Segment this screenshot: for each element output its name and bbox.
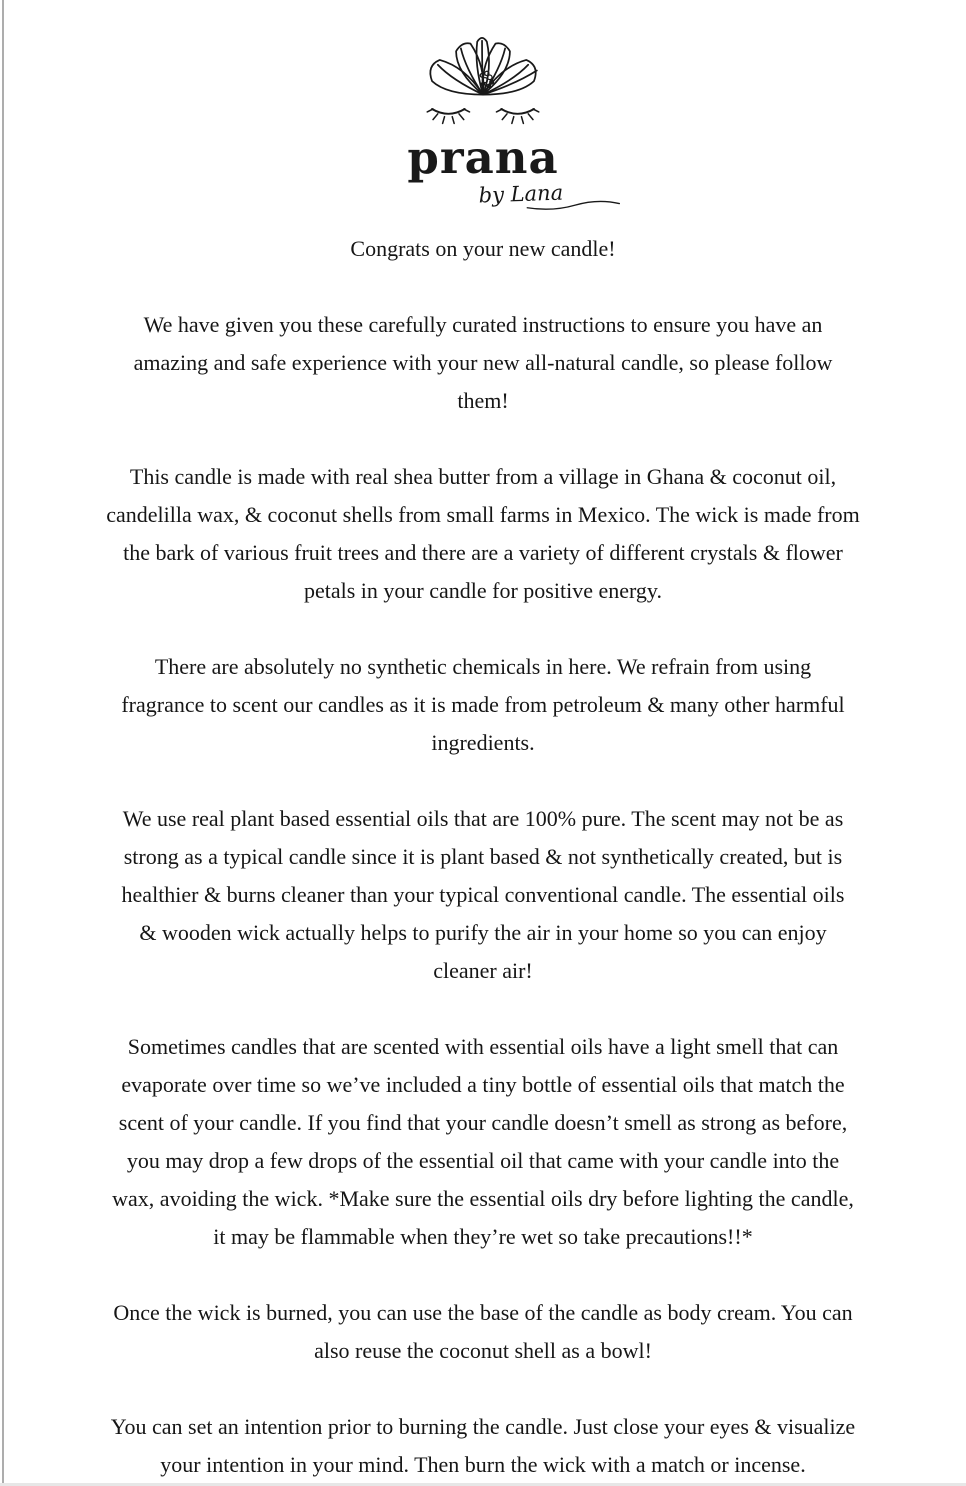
brand-logo xyxy=(17,34,949,212)
page-left-edge xyxy=(2,0,4,1486)
paragraph-reuse: Once the wick is burned, you can use the base of the candle as body cream. You can also reuse the coconut shell as a bowl! xyxy=(113,1299,853,1363)
lotus-closed-eyes-icon xyxy=(406,34,560,134)
paragraph-ingredients: This candle is made with real shea butter from a village in Ghana & coconut oil, candelilla wax, & coconut shells from small farms in Mexico. The wick is made from the bark of various fruit trees and there are a variety of different crystals & flower petals in your candle for positive energy. xyxy=(106,463,860,603)
paragraph-no-chemicals: There are absolutely no synthetic chemicals in here. We refrain from using fragrance to scent our candles as it is made from petroleum & many other harmful ingredients. xyxy=(121,653,845,755)
paragraph-scent-refresh: Sometimes candles that are scented with essential oils have a light smell that can evaporate over time so we’ve included a tiny bottle of essential oils that match the scent of your candle. If you find that your candle doesn’t smell as strong as before, you may drop a few drops of the essential oil that came with your candle into the wax, avoiding the wick. *Make sure the essential oils dry before lighting the candle, it may be flammable when they’re wet so take precautions!!* xyxy=(112,1033,854,1249)
brand-name: prana xyxy=(407,131,559,184)
heading: Congrats on your new candle! xyxy=(350,235,616,261)
paragraph-intro: We have given you these carefully curated instructions to ensure you have an amazing and safe experience with your new all-natural candle, so please follow them! xyxy=(133,311,833,413)
paragraph-essential-oils: We use real plant based essential oils that are 100% pure. The scent may not be as strong as a typical candle since it is plant based & not synthetically created, but is healthier & burns cleaner than your typical conventional candle. The essential oils & wooden wick actually helps to purify the air in your home so you can enjoy cleaner air! xyxy=(121,805,845,983)
page-content xyxy=(17,0,949,1484)
brand-tagline-text: by Lana xyxy=(478,180,564,208)
paragraph-intention: You can set an intention prior to burning the candle. Just close your eyes & visualize your intention in your mind. Then burn the wick with a match or incense. xyxy=(110,1413,856,1477)
